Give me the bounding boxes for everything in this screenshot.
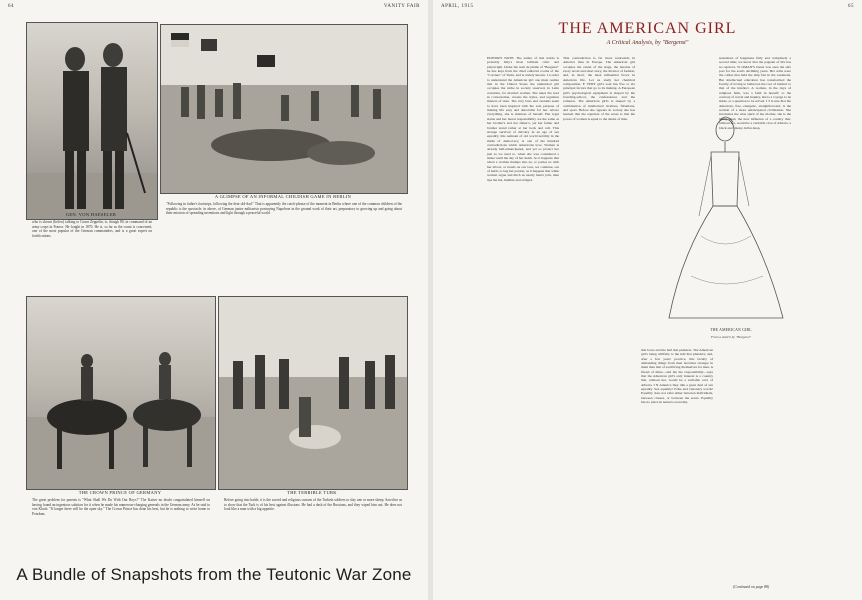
photo-terrible-turk	[218, 296, 408, 490]
text-gen-von-haeseler: who is shown (below) talking to Count Zeppelin, is, though 80, in command of an army corps in France. He fought in 1870. He is, so far as the count is concerned, one of the most popular of the German commanders, and is a great expert on fortifications.	[32, 220, 152, 238]
article-column-2: This contradiction is far more noticeable in America than in Europe. The American girl occupies the center of the stage, the heroine of every novel and short story, the dictator of fashion, and, in short, the most influential factor in American life. Let us study her chemical composition. E VERY girl's soul has five or six principal factors that go to its making. A European girl's psychological equipment is shaped by the boarding-school, the confessional, and the romance. The American girl's is shaped by a combination of intellectual rivalries, flirtations, and sport. Before she appears in society she has learned that the equation of the sexes is that the power of woman is equal to the desire of man.	[563, 56, 635, 121]
soldiers-sheep-illustration	[219, 297, 407, 489]
sketch-caption: THE AMERICAN GIRL	[710, 328, 752, 332]
caption-childish-game: A GLIMPSE OF AN INFORMAL CHILDISH GAME IN BERLIN	[214, 194, 352, 199]
caption-crown-prince: THE CROWN PRINCE OF GERMANY	[78, 490, 162, 495]
article-subtitle: A Critical Analysis, by "Bergenst"	[606, 40, 689, 46]
officers-illustration	[27, 23, 157, 219]
photo-crown-prince	[26, 296, 216, 490]
text-terrible-turk: Before going into battle, it is the sacred and religious custom of the Turkish soldiers to slay one or more sheep. Sacrifice as to show that the Turk is of his best against illusions. He had a dash of the Russians, and they wiped him out. He does not look like a man with a big appetite.	[224, 498, 402, 512]
caption-terrible-turk: THE TERRIBLE TURK	[287, 490, 337, 495]
text-crown-prince: The great problem for parents is "What Shall We Do With Our Boys?" The Kaiser no doubt congratulated himself on having found an ingenious solution for it when he made his numerous-charging generals in the German army. As he said to von Kluck: "If longer there will be the open sky." The Crown Prince has done his best, but he is nothing to write home to Potsdam.	[32, 498, 210, 516]
left-page	[0, 0, 428, 600]
running-head-left: VANITY FAIR	[383, 4, 420, 9]
article-title: THE AMERICAN GIRL	[558, 20, 737, 37]
caption-gen-von-haeseler: GEN. VON HAESELER	[65, 212, 117, 217]
horses-illustration	[27, 297, 215, 489]
article-column-3: that loves and the hall that plunders. The American girl's being willfully to the hall that plunders; and, after a few years' practice, this faculty of demanding things from men becomes stronger in them than that of sacrificing themselves for men. A friend of mine—and his the responsibility—says that the American girl's only interest is a country that, without her, would be a veritable cave of Alberta. I N America they talk a great deal of sex equality. Sex equality! False and visionary words! Equality does not exist either between individuals, between classes, or between the sexes. Equality has no place in nature's economy.	[641, 348, 713, 405]
continued-note: (Continued on page 88)	[733, 585, 770, 589]
photo-childish-game-berlin	[160, 24, 408, 194]
photo-gen-von-haeseler	[26, 22, 158, 220]
text-childish-game: "Following in father's footsteps, following the dear old-dad." That is apparently the catch-phrase of the moment in Berlin where one of the common children of the republic is the spectacle, in above, of German junior militarists portraying Napoleon in the ground work of their art, preparatory to growing up and going about their mission of spreading inventions and light through a peaceful world.	[166, 202, 402, 216]
sketch-subcaption: From a sketch by "Bergenst"	[710, 335, 752, 339]
running-head-right: APRIL, 1915	[441, 4, 474, 9]
article-column-4: sensations of happiness fully and completely a second time; we know that the pageant of life has no reprieve. W OMAN'S breast was once the safe port for the soul's declining years. Her arms were the cables that held the ship fast in the roadstead. But intellectual education has transformed the faculty of loving to bethrown the root of instinct to that of the intellect. A woman, in the days of religious faith, was a faith in herself; to the contrary of travel and inquiry, she is a voyage to be made, or a question to be solved. I T is true that the American, free, energetic, straightforward, is the woman of a more emancipated civilization. She incarnates the wise spirit of her mother, she is the living ideal, the new influence of a country that, without her, would be a veritable cave of Alberta, a black and smoky dollar-heap.	[719, 56, 791, 130]
children-crowd-illustration	[161, 25, 407, 193]
article-column-1: EDITOR'S NOTE. The author of this article is probably Italy's most brilliant critic and playwright. Under the nom de plume of "Bergenst" he has kept from the chief editorial rooms of the "Corriere" of Turin, and is widely known. I n order to understand the American girl one must realize that in the United States the unmarried girl occupies the niche in society reserved, in Latin countries, for married women. She takes the lead in conversation, creates the styles, and regulates matters of taste. The very laws and customs seem to have been inspired with the sole purpose of making life easy and delectable for her. Above everything, she is mistress of herself. Her legal status and her moral responsibility are the same as her brother's and her father's, yet her father and brother stand rather at her beck and call. This strange survival of chivalry in an age of sex equality; this remnant of old world nobility in the midst of democracy, is one of the hundred contradictions which Americans love. Woman is already half-emancipated, and yet so protect her just as we used to, when she was considered a minor until the day of her death. So it happens that when a woman thumps into us, or jostles us with her elbow, or treads on our toes, we continue, out of habit, to beg her pardon, as it happens that while women argue and ditch us nearly man's jobs, man tips the hat, humble and obliged.	[487, 56, 559, 182]
page-number-right: 65	[848, 4, 854, 9]
right-page	[433, 0, 862, 600]
spread-headline: A Bundle of Snapshots from the Teutonic War Zone	[16, 565, 412, 584]
page-number-left: 64	[8, 4, 14, 9]
